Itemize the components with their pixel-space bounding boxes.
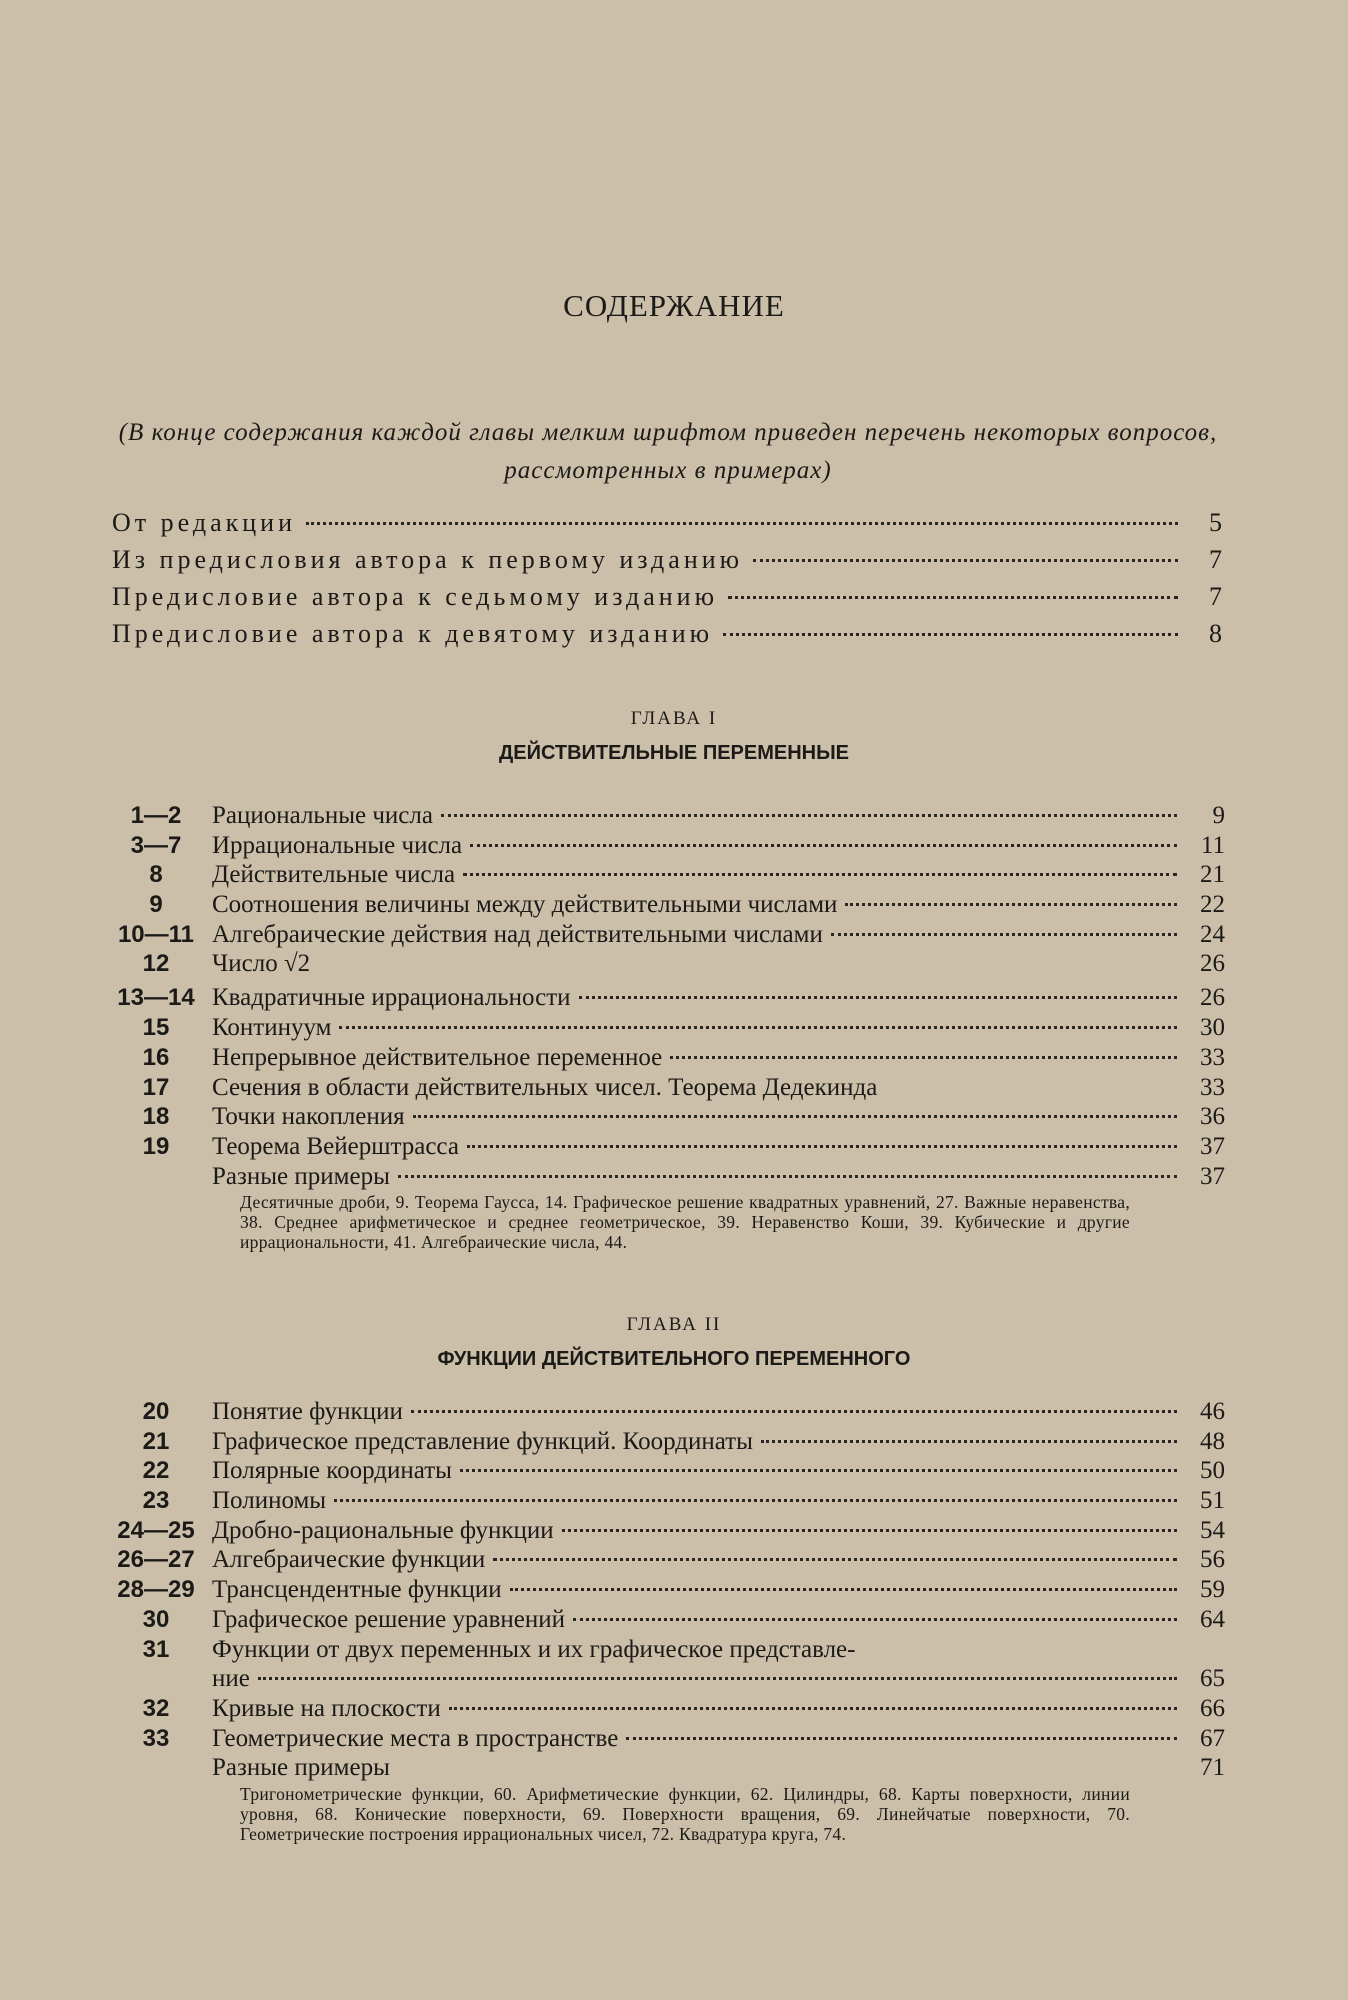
front-matter-entry[interactable]: [112, 508, 1222, 545]
section-page: 64: [1200, 1605, 1225, 1633]
section-page: 37: [1200, 1162, 1225, 1190]
leader-dots: [411, 1410, 1177, 1413]
leader-dots: [723, 633, 1178, 636]
section-label: Разные примеры: [212, 1754, 390, 1782]
section-number: 21: [142, 1427, 170, 1455]
section-entry[interactable]: [100, 1636, 1225, 1666]
chapter-number: ГЛАВА I: [630, 708, 718, 729]
page-title: СОДЕРЖАНИЕ: [563, 288, 785, 323]
section-label: Сечения в области действительных чисел. Теорема Дедекинда: [212, 1073, 878, 1101]
section-number: 33: [142, 1724, 170, 1752]
section-page: 33: [1200, 1043, 1225, 1071]
section-entry[interactable]: [100, 1487, 1225, 1517]
front-matter-entry[interactable]: [112, 582, 1222, 619]
leader-dots: [398, 1175, 1177, 1178]
section-number: 16: [142, 1043, 170, 1071]
chapter-examples-list: Десятичные дроби, 9. Теорема Гаусса, 14. Графическое решение квадратных уравнений, 27. Важные неравенства, 38. Среднее арифметическое и среднее геометрическое, 39. Неравенство Коши, 39. Кубические и другие иррациональности, 41. Алгебраические числа, 44.: [240, 1192, 1130, 1253]
section-number: 32: [142, 1694, 170, 1722]
section-label: Геометрические места в пространстве: [212, 1724, 619, 1752]
section-entry[interactable]: [100, 1428, 1225, 1458]
section-number: 17: [142, 1073, 170, 1101]
section-page: 26: [1200, 984, 1225, 1012]
entry-label: Из предисловия автора к первому изданию: [112, 545, 744, 574]
section-number: 10—11: [117, 920, 195, 948]
section-page: 33: [1200, 1073, 1225, 1101]
section-label: Иррациональные числа: [212, 831, 463, 859]
section-label: Квадратичные иррациональности: [212, 984, 571, 1012]
section-entry[interactable]: [100, 1103, 1225, 1133]
section-entry[interactable]: [100, 1546, 1225, 1576]
entry-page: 5: [1209, 508, 1222, 537]
leader-dots: [463, 873, 1177, 876]
leader-dots: [306, 522, 1178, 525]
section-number: 9: [149, 891, 163, 919]
section-label: Непрерывное действительное переменное: [212, 1043, 663, 1071]
section-page: 71: [1200, 1754, 1225, 1782]
section-entry[interactable]: [100, 1074, 1225, 1104]
section-label: Полярные координаты: [212, 1457, 452, 1485]
section-label: Дробно-рациональные функции: [212, 1516, 554, 1544]
section-page: 59: [1200, 1576, 1225, 1604]
section-number: 28—29: [117, 1576, 195, 1604]
section-number: 20: [142, 1398, 170, 1425]
leader-dots: [258, 1677, 1177, 1680]
section-entry[interactable]: [100, 984, 1225, 1014]
section-number: 24—25: [117, 1516, 195, 1544]
section-page: 36: [1200, 1103, 1225, 1131]
section-entry[interactable]: [100, 1398, 1225, 1428]
section-label: Точки накопления: [212, 1103, 405, 1131]
section-number: 18: [142, 1103, 170, 1131]
section-number: 3—7: [130, 831, 182, 859]
section-label: Теорема Вейерштрасса: [212, 1132, 459, 1160]
leader-dots: [339, 1026, 1177, 1029]
section-entry[interactable]: [100, 832, 1225, 862]
section-entry[interactable]: [100, 1695, 1225, 1725]
entry-page: 7: [1209, 582, 1222, 611]
leader-dots: [470, 844, 1177, 847]
chapter-title: ДЕЙСТВИТЕЛЬНЫЕ ПЕРЕМЕННЫЕ: [498, 742, 850, 764]
leader-dots: [670, 1056, 1177, 1059]
leader-dots: [510, 1588, 1177, 1591]
section-number: 15: [142, 1014, 170, 1042]
section-number: 31: [142, 1635, 170, 1663]
section-entry[interactable]: [100, 921, 1225, 951]
section-page: 46: [1200, 1398, 1225, 1425]
section-page: 37: [1200, 1132, 1225, 1160]
leader-dots: [441, 814, 1177, 817]
entry-label: Предисловие автора к седьмому изданию: [112, 582, 719, 611]
section-label: Соотношения величины между действительными числами: [212, 891, 838, 919]
leader-dots: [334, 1499, 1177, 1502]
chapter-1-sections: [100, 802, 1225, 1252]
section-page: 56: [1200, 1546, 1225, 1574]
leader-dots: [761, 1440, 1177, 1443]
section-page: 30: [1200, 1014, 1225, 1042]
section-label: Кривые на плоскости: [212, 1694, 441, 1722]
front-matter-entry[interactable]: [112, 545, 1222, 582]
section-number: 23: [142, 1487, 170, 1515]
leader-dots: [467, 1145, 1177, 1148]
section-page: 67: [1200, 1724, 1225, 1752]
entry-page: 7: [1209, 545, 1222, 574]
section-number: 19: [142, 1132, 170, 1160]
section-entry[interactable]: [100, 1163, 1225, 1193]
chapter-title: ФУНКЦИИ ДЕЙСТВИТЕЛЬНОГО ПЕРЕМЕННОГО: [437, 1348, 911, 1370]
section-page: 48: [1200, 1427, 1225, 1455]
section-page: 22: [1200, 891, 1225, 919]
section-label-continued: ние: [212, 1665, 250, 1693]
section-entry[interactable]: [100, 1606, 1225, 1636]
section-number: 26—27: [117, 1546, 195, 1574]
leader-dots: [728, 596, 1178, 599]
leader-dots: [493, 1558, 1177, 1561]
section-page: 66: [1200, 1694, 1225, 1722]
leader-dots: [573, 1618, 1177, 1621]
section-page: 51: [1200, 1487, 1225, 1515]
section-page: 11: [1200, 831, 1225, 859]
section-label: Разные примеры: [212, 1162, 390, 1190]
section-entry[interactable]: [100, 1133, 1225, 1163]
chapter-1-heading: [0, 708, 1348, 765]
chapter-2-heading: [0, 1314, 1348, 1371]
section-label: Графическое решение уравнений: [212, 1605, 566, 1633]
section-label: Полиномы: [212, 1487, 327, 1515]
section-label: Алгебраические функции: [212, 1546, 486, 1574]
section-entry[interactable]: [100, 1517, 1225, 1547]
section-page: 65: [1200, 1665, 1225, 1693]
section-label: Континуум: [212, 1014, 332, 1042]
section-entry[interactable]: [100, 891, 1225, 921]
section-number: 22: [142, 1457, 170, 1485]
leader-dots: [626, 1737, 1177, 1740]
section-entry[interactable]: [100, 1014, 1225, 1044]
section-entry[interactable]: [100, 1044, 1225, 1074]
section-number: 13—14: [117, 984, 195, 1012]
section-entry[interactable]: [100, 950, 1225, 984]
chapter-2-sections: [100, 1398, 1225, 1844]
section-number: 12: [142, 950, 170, 978]
leader-dots: [845, 903, 1177, 906]
section-label: Трансцендентные функции: [212, 1576, 502, 1604]
leader-dots: [562, 1529, 1177, 1532]
section-entry-continued[interactable]: [100, 1665, 1225, 1695]
entry-label: От редакции: [112, 508, 296, 537]
chapter-number: ГЛАВА II: [626, 1314, 722, 1335]
chapter-examples-list: Тригонометрические функции, 60. Арифметические функции, 62. Цилиндры, 68. Карты поверхности, линии уровня, 68. Конические поверхности, 69. Поверхности вращения, 69. Линейчатые поверхности, 70. Геометрические построения иррациональных чисел, 72. Квадратура круга, 74.: [240, 1783, 1130, 1844]
leader-dots: [460, 1469, 1177, 1472]
section-page: 54: [1200, 1516, 1225, 1544]
section-entry[interactable]: [100, 1754, 1225, 1784]
section-number: 1—2: [130, 802, 182, 829]
section-entry[interactable]: [100, 802, 1225, 832]
leader-dots: [413, 1115, 1177, 1118]
contents-note: (В конце содержания каждой главы мелким шрифтом приведен перечень некоторых вопросов, рассмотренных в примерах): [118, 419, 1218, 484]
leader-dots: [579, 996, 1177, 999]
entry-page: 8: [1209, 619, 1222, 648]
section-number: 30: [142, 1605, 170, 1633]
leader-dots: [449, 1707, 1177, 1710]
section-page: 26: [1200, 950, 1225, 978]
section-label: Понятие функции: [212, 1398, 403, 1425]
section-label: Число √2: [212, 950, 311, 978]
section-page: 9: [1212, 802, 1225, 829]
section-label: Рациональные числа: [212, 802, 433, 829]
section-label: Графическое представление функций. Координаты: [212, 1427, 753, 1455]
section-label: Функции от двух переменных и их графическое представле-: [212, 1635, 856, 1663]
section-number: 8: [149, 861, 163, 889]
section-entry[interactable]: [100, 861, 1225, 891]
section-page: 21: [1200, 861, 1225, 889]
section-page: 24: [1200, 920, 1225, 948]
section-entry[interactable]: [100, 1576, 1225, 1606]
section-entry[interactable]: [100, 1725, 1225, 1755]
front-matter-entry[interactable]: [112, 619, 1222, 656]
front-matter-list: [112, 508, 1222, 656]
section-page: 50: [1200, 1457, 1225, 1485]
entry-label: Предисловие автора к девятому изданию: [112, 619, 714, 648]
leader-dots: [753, 559, 1178, 562]
section-label: Действительные числа: [212, 861, 456, 889]
section-label: Алгебраические действия над действительными числами: [212, 920, 823, 948]
leader-dots: [831, 933, 1177, 936]
section-entry[interactable]: [100, 1457, 1225, 1487]
